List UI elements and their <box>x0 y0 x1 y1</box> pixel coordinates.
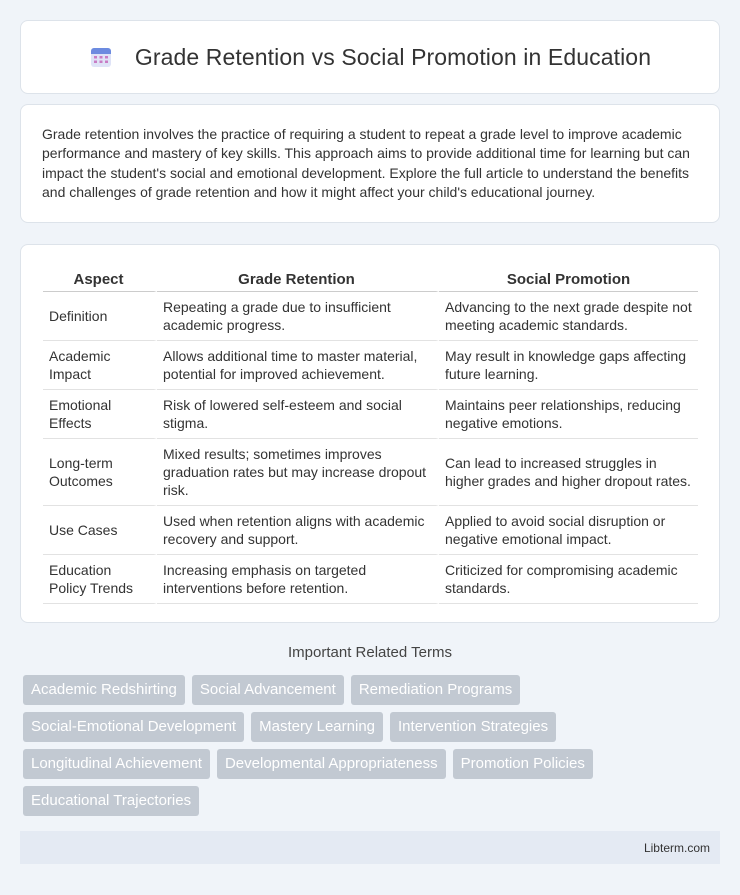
related-term-tag[interactable]: Educational Trajectories <box>23 786 199 816</box>
cell-aspect: Definition <box>43 292 157 341</box>
header-grade-retention: Grade Retention <box>157 265 439 292</box>
intro-text: Grade retention involves the practice of requiring a student to repeat a grade level to improve academic performance and mastery of key skills. This approach aims to provide additional time for learning but can impact the student's social and emotional development. Explore the full article to understand the benefits and challenges of grade retention and how it might affect your child's educational journey. <box>42 126 690 201</box>
related-term-tag[interactable]: Developmental Appropriateness <box>217 749 446 779</box>
table-row <box>43 390 698 439</box>
header-social-promotion: Social Promotion <box>439 265 698 292</box>
cell-promotion: Maintains peer relationships, reducing negative emotions. <box>439 390 698 439</box>
table-row <box>43 506 698 555</box>
cell-promotion: Applied to avoid social disruption or negative emotional impact. <box>439 506 698 555</box>
table-row <box>43 555 698 604</box>
cell-retention: Mixed results; sometimes improves graduation rates but may increase dropout risk. <box>157 439 439 506</box>
cell-aspect: Long-term Outcomes <box>43 439 157 506</box>
cell-promotion: Can lead to increased struggles in higher grades and higher dropout rates. <box>439 439 698 506</box>
cell-retention: Repeating a grade due to insufficient academic progress. <box>157 292 439 341</box>
related-term-tag[interactable]: Longitudinal Achievement <box>23 749 210 779</box>
footer <box>20 831 720 864</box>
comparison-table-card <box>20 244 720 623</box>
calendar-icon <box>89 45 113 69</box>
cell-retention: Increasing emphasis on targeted interventions before retention. <box>157 555 439 604</box>
related-term-tag[interactable]: Promotion Policies <box>453 749 593 779</box>
cell-promotion: May result in knowledge gaps affecting future learning. <box>439 341 698 390</box>
cell-retention: Used when retention aligns with academic recovery and support. <box>157 506 439 555</box>
related-term-tag[interactable]: Academic Redshirting <box>23 675 185 705</box>
related-term-tag[interactable]: Social Advancement <box>192 675 344 705</box>
header-aspect: Aspect <box>43 265 157 292</box>
related-term-tag[interactable]: Social-Emotional Development <box>23 712 244 742</box>
table-header-row <box>43 265 698 292</box>
related-term-tag[interactable]: Intervention Strategies <box>390 712 556 742</box>
comparison-table <box>43 265 698 604</box>
related-terms-title: Important Related Terms <box>288 644 452 661</box>
header-card <box>20 20 720 94</box>
cell-aspect: Academic Impact <box>43 341 157 390</box>
cell-aspect: Emotional Effects <box>43 390 157 439</box>
intro-card <box>20 104 720 223</box>
table-row <box>43 341 698 390</box>
cell-aspect: Use Cases <box>43 506 157 555</box>
related-terms-list <box>23 675 723 823</box>
cell-retention: Risk of lowered self-esteem and social stigma. <box>157 390 439 439</box>
cell-retention: Allows additional time to master material, potential for improved achievement. <box>157 341 439 390</box>
page-title: Grade Retention vs Social Promotion in Education <box>134 43 652 70</box>
related-term-tag[interactable]: Remediation Programs <box>351 675 520 705</box>
cell-aspect: Education Policy Trends <box>43 555 157 604</box>
cell-promotion: Criticized for compromising academic standards. <box>439 555 698 604</box>
related-term-tag[interactable]: Mastery Learning <box>251 712 383 742</box>
cell-promotion: Advancing to the next grade despite not meeting academic standards. <box>439 292 698 341</box>
table-row <box>43 439 698 506</box>
footer-link[interactable]: Libterm.com <box>643 841 710 855</box>
table-row <box>43 292 698 341</box>
